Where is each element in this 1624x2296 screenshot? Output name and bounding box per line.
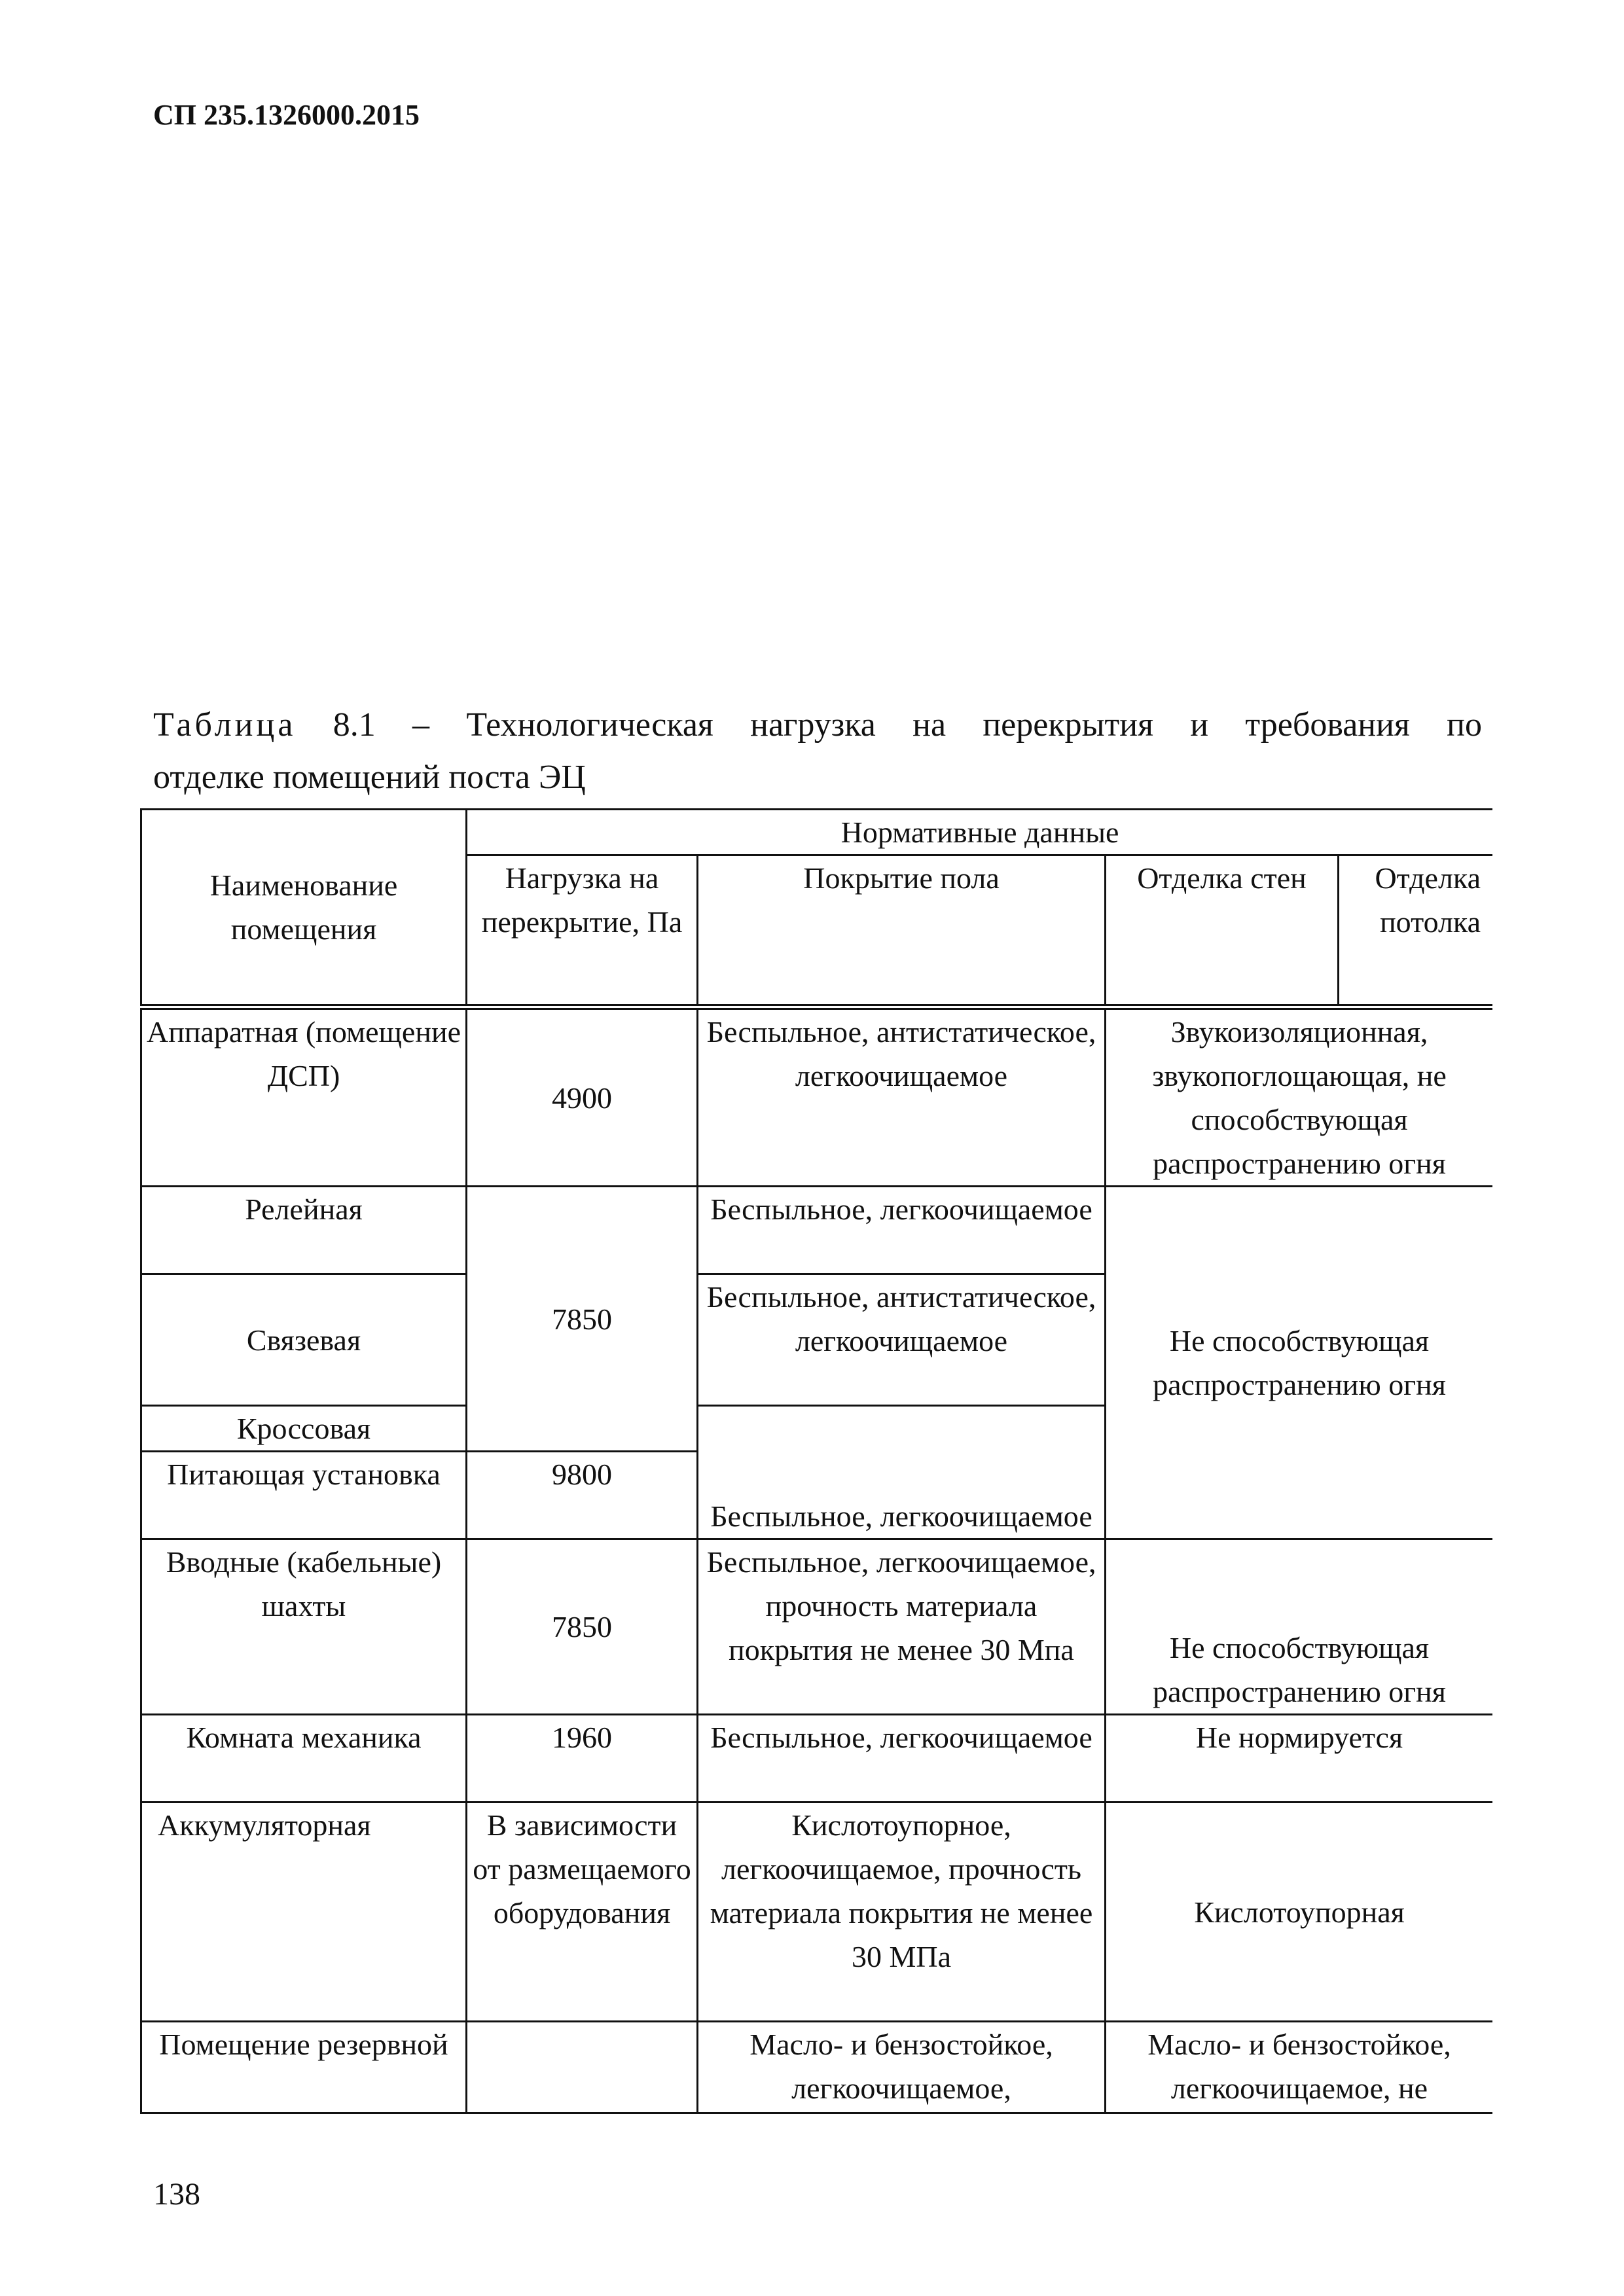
cell-load: 9800 — [467, 1452, 698, 1539]
table-row — [141, 2022, 1493, 2113]
cell-floor: Беспыльное, антистатическое, легкоочищаемое — [698, 1274, 1106, 1406]
caption-label: Таблица — [153, 706, 297, 744]
header-load: Нагрузка на перекрытие, Па — [467, 855, 698, 1007]
table-header-row — [141, 810, 1493, 855]
cell-floor: Беспыльное, легкоочищаемое — [698, 1715, 1106, 1803]
cell-room-name: Помещение резервной — [141, 2022, 467, 2113]
cell-room-name: Питающая установка — [141, 1452, 467, 1539]
table-row — [141, 1187, 1493, 1274]
table-row — [141, 1715, 1493, 1803]
header-room-name: Наименование помещения — [141, 810, 467, 1007]
cell-room-name: Аппаратная (помещение ДСП) — [141, 1007, 467, 1187]
cell-load: 7850 — [467, 1187, 698, 1452]
cell-wall-ceiling-finish: Звукоизоляционная, звукопоглощающая, не способствующая распространению огня — [1106, 1007, 1493, 1187]
cell-wall-ceiling-finish: Не способствующая распространению огня — [1106, 1539, 1493, 1715]
page-number: 138 — [153, 2177, 200, 2212]
header-ceiling-finish: Отделка потолка — [1339, 855, 1493, 1007]
cell-load: 1960 — [467, 1715, 698, 1803]
cell-load: 4900 — [467, 1007, 698, 1187]
table-row — [141, 1803, 1493, 2022]
requirements-table — [140, 808, 1492, 2114]
cell-room-name: Релейная — [141, 1187, 467, 1274]
cell-room-name: Аккумуляторная — [141, 1803, 467, 2022]
cell-room-name: Комната механика — [141, 1715, 467, 1803]
cell-floor: Беспыльное, легкоочищаемое — [698, 1406, 1106, 1539]
table-row — [141, 1007, 1493, 1187]
cell-wall-ceiling-finish: Масло- и бензостойкое, легкоочищаемое, не — [1106, 2022, 1493, 2113]
table-row — [141, 1539, 1493, 1715]
cell-floor: Масло- и бензостойкое, легкоочищаемое, — [698, 2022, 1106, 2113]
header-normative-data: Нормативные данные — [467, 810, 1493, 855]
table-caption — [153, 699, 1482, 804]
cell-load: В зависимости от размещаемого оборудования — [467, 1803, 698, 2022]
caption-line-1: 8.1 – Технологическая нагрузка на перекрытия и требования по — [333, 706, 1482, 744]
caption-line-2: отделке помещений поста ЭЦ — [153, 759, 586, 796]
cell-load — [467, 2022, 698, 2113]
cell-floor: Кислотоупорное, легкоочищаемое, прочность материала покрытия не менее 30 МПа — [698, 1803, 1106, 2022]
cell-room-name: Кроссовая — [141, 1406, 467, 1452]
cell-wall-ceiling-finish: Не способствующая распространению огня — [1106, 1187, 1493, 1539]
header-wall-finish: Отделка стен — [1106, 855, 1339, 1007]
cell-floor: Беспыльное, легкоочищаемое, прочность материала покрытия не менее 30 Мпа — [698, 1539, 1106, 1715]
cell-wall-ceiling-finish: Не нормируется — [1106, 1715, 1493, 1803]
cell-wall-ceiling-finish: Кислотоупорная — [1106, 1803, 1493, 2022]
header-floor-covering: Покрытие пола — [698, 855, 1106, 1007]
cell-floor: Беспыльное, антистатическое, легкоочищаемое — [698, 1007, 1106, 1187]
requirements-table-wrapper — [140, 808, 1492, 2117]
cell-room-name: Связевая — [141, 1274, 467, 1406]
cell-room-name: Вводные (кабельные) шахты — [141, 1539, 467, 1715]
document-code: СП 235.1326000.2015 — [153, 99, 420, 131]
cell-floor: Беспыльное, легкоочищаемое — [698, 1187, 1106, 1274]
cell-load: 7850 — [467, 1539, 698, 1715]
